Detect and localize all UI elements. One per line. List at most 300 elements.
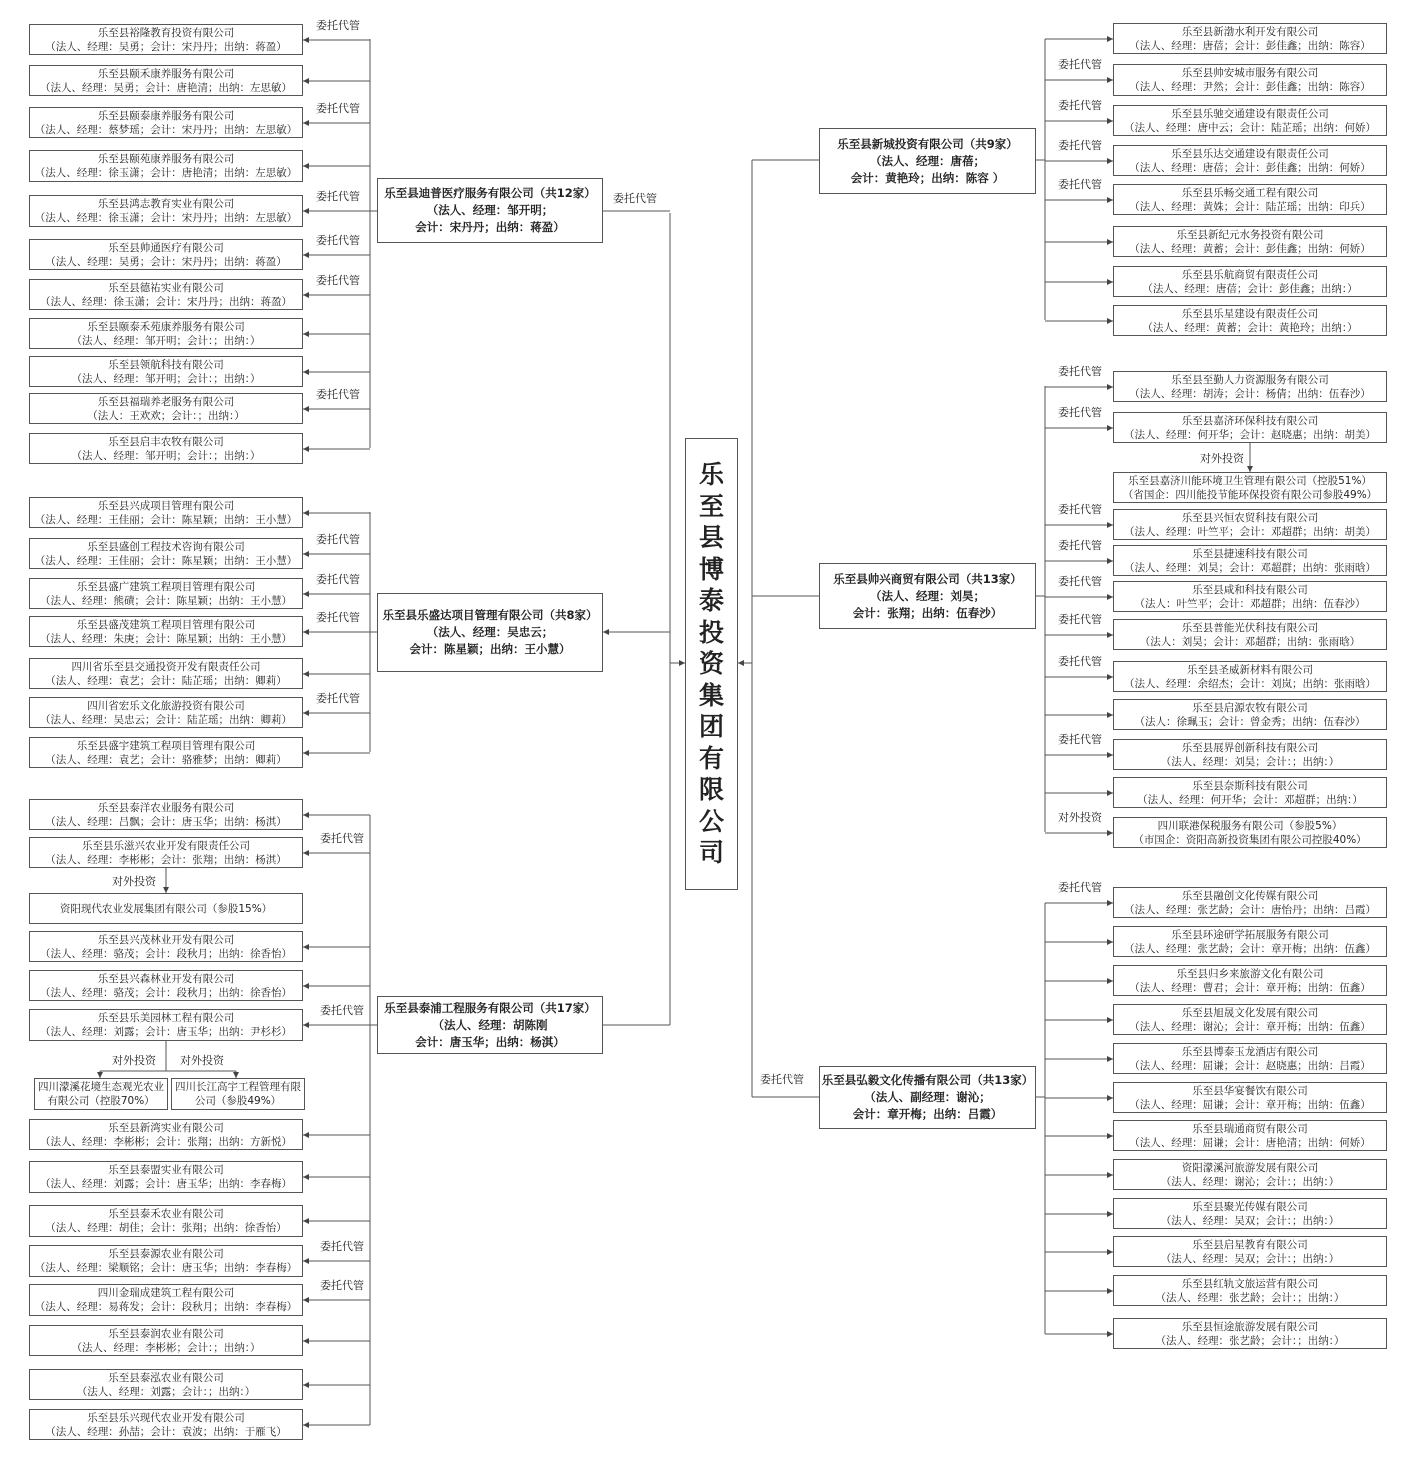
- company-name: 乐至县嘉济川能环境卫生管理有限公司（控股51%）: [1128, 474, 1372, 487]
- left-a-company: [29, 65, 303, 96]
- entrust-label: 委托代管: [1058, 733, 1102, 746]
- company-staff: （法人、经理：徐玉潇；会计：唐艳清；出纳：左思敏）: [34, 167, 298, 179]
- company-name: 四川省宏乐文化旅游投资有限公司: [87, 699, 245, 712]
- company-name: 四川联港保税服务有限公司（参股5%）: [1157, 819, 1343, 832]
- subsidiary-line: （法人、经理：唐蓓；: [870, 153, 985, 168]
- left-c-company: [29, 1409, 303, 1440]
- company-staff: （法人、经理：易蒋发；会计：段秋月；出纳：李春梅）: [34, 1301, 298, 1313]
- left-c-company: [29, 931, 303, 962]
- entrust-label: 委托代管: [316, 234, 360, 247]
- left-b-company: [29, 497, 303, 528]
- company-staff: （法人、经理：刘露；会计：唐玉华；出纳：尹杉杉）: [40, 1026, 292, 1038]
- right-c-company: [1113, 887, 1387, 918]
- left-a-company: [29, 318, 303, 349]
- arrowhead: [603, 629, 609, 635]
- right-c-company: [1113, 1198, 1387, 1229]
- company-name: 乐至县圣威新材料有限公司: [1187, 663, 1313, 676]
- company-name: 乐至县兴成项目管理有限公司: [97, 499, 235, 512]
- root-title-char: 县: [698, 523, 724, 552]
- company-staff: （法人、经理：李彬彬；会计：；出纳：）: [71, 1341, 261, 1354]
- company-name: 乐至县鸿志教育实业有限公司: [97, 198, 235, 210]
- company-staff: （法人、经理：邹开明；会计：；出纳：）: [71, 334, 261, 347]
- company-name: 乐至县至勤人力资源服务有限公司: [1171, 373, 1329, 386]
- arrowhead: [303, 37, 309, 43]
- left-a-company: [29, 150, 303, 182]
- left-a-company: [29, 239, 303, 270]
- investee-company: [171, 1078, 305, 1110]
- arrowhead: [303, 252, 309, 258]
- company-staff: （法人、经理：张艺龄；会计：唐怡丹；出纳：吕霞）: [1124, 903, 1376, 916]
- company-name: 乐至县新纪元水务投资有限公司: [1176, 228, 1324, 241]
- arrowhead: [303, 163, 309, 169]
- arrowhead: [303, 1297, 309, 1303]
- company-staff: （法人、经理：张艺龄；会计：；出纳：）: [1155, 1334, 1345, 1347]
- subsidiary-taipu: [377, 996, 603, 1054]
- subsidiary-line: 会计：张翔；出纳：伍春沙）: [852, 605, 1003, 620]
- company-name: 乐至县泰润农业有限公司: [108, 1327, 224, 1340]
- arrowhead: [303, 710, 309, 716]
- root-title-char: 泰: [698, 586, 724, 615]
- subsidiary-line: 乐至县弘毅文化传播有限公司（共13家）: [821, 1073, 1034, 1087]
- left-b-company: [29, 578, 303, 609]
- right-b-company: [1113, 661, 1387, 692]
- entrust-label: 委托代管: [316, 102, 360, 115]
- arrowhead: [303, 292, 309, 298]
- root-title-char: 司: [698, 838, 724, 867]
- subsidiary-line: 乐至县新城投资有限公司（共9家）: [837, 136, 1018, 151]
- right-b-company: [1113, 472, 1387, 503]
- left-c-company: [29, 1161, 303, 1193]
- company-staff: （法人、经理：吴忠云；会计：陆芷瑶；出纳：卿莉）: [40, 713, 292, 726]
- company-staff: （法人、经理：胡佳；会计：张翔；出纳：徐香怡）: [45, 1222, 287, 1234]
- company-name: 乐至县帅安城市服务有限公司: [1181, 67, 1319, 79]
- company-name: 乐至县博泰玉龙酒店有限公司: [1181, 1045, 1319, 1058]
- left-c-company: [29, 1369, 303, 1400]
- company-staff: （法人、经理：黄蓄；会计：黄艳玲；出纳：）: [1142, 321, 1358, 334]
- invest-label: 对外投资: [112, 875, 156, 888]
- subsidiary-shuaixing: [819, 563, 1036, 629]
- company-staff: （法人、经理：王佳丽；会计：陈星颖；出纳：王小慧）: [34, 513, 298, 526]
- root-title-char: 公: [698, 806, 724, 836]
- left-b-company: [29, 658, 303, 689]
- root-title-char: 乐: [698, 460, 724, 489]
- company-staff: （法人、经理：尹然；会计：彭佳鑫；出纳：陈容）: [1129, 81, 1371, 93]
- company-name: 乐至县环途研学拓展服务有限公司: [1171, 928, 1329, 941]
- right-c-company: [1113, 1159, 1387, 1190]
- company-name: 乐至县聚光传媒有限公司: [1192, 1200, 1308, 1213]
- arrowhead: [303, 1218, 309, 1224]
- left-c-company: [29, 1119, 303, 1150]
- company-name: 乐至县帅通医疗有限公司: [108, 241, 224, 254]
- company-name: 乐至县颐泰禾苑康养服务有限公司: [87, 320, 245, 333]
- company-name: 四川长江高宇工程管理有限公司（参股49%）: [175, 1081, 301, 1107]
- subsidiary-diwpu: [377, 178, 603, 243]
- company-name: 资阳现代农业发展集团有限公司（参股15%）: [59, 902, 273, 915]
- arrowhead: [303, 1022, 309, 1028]
- company-name: 乐至县兴恒农贸科技有限公司: [1181, 511, 1319, 524]
- entrust-label: 委托代管: [1058, 58, 1102, 71]
- arrowhead: [303, 78, 309, 84]
- left-a-company: [29, 393, 303, 424]
- subsidiary-line: （法人、副经理：谢沁；: [864, 1090, 991, 1104]
- right-b-company: [1113, 817, 1387, 848]
- root-title-char: 资: [698, 649, 724, 678]
- right-b-company: [1113, 777, 1387, 808]
- company-staff: （法人、经理：梁顺铭；会计：唐玉华；出纳：李春梅）: [34, 1262, 298, 1274]
- root-title-char: 有: [698, 743, 724, 773]
- entrust-label: 委托代管: [1058, 655, 1102, 668]
- company-staff: （法人、经理：孙喆；会计：袁波；出纳：于雁飞）: [45, 1425, 287, 1438]
- company-name: 乐至县颐禾康养服务有限公司: [97, 67, 235, 80]
- right-b-company: [1113, 412, 1387, 443]
- company-staff: （法人、经理：张艺龄；会计：；出纳：）: [1155, 1291, 1345, 1304]
- company-staff: （法人、经理：徐玉潇；会计：宋丹丹；出纳：蒋盈）: [40, 295, 292, 308]
- investee-company: [34, 1078, 168, 1110]
- company-name: 乐至县奈斯科技有限公司: [1192, 779, 1308, 792]
- subsidiary-line: 会计：陈星颖；出纳：王小慧）: [409, 642, 571, 656]
- left-c-company: [29, 970, 303, 1001]
- entrust-label: 委托代管: [1058, 539, 1102, 552]
- company-staff: （法人、经理：余绍杰；会计：刘岚；出纳：张雨晗）: [1124, 677, 1376, 690]
- company-staff: （法人、经理：邹开明；会计：；出纳：）: [71, 449, 261, 462]
- left-a-company: [29, 107, 303, 138]
- entrust-label: 委托代管: [1058, 139, 1102, 152]
- entrust-label: 委托代管: [1058, 503, 1102, 516]
- company-name: 乐至县乐美园林工程有限公司: [97, 1012, 235, 1024]
- company-name: 乐至县泰洋农业服务有限公司: [97, 801, 235, 814]
- left-c-company: [29, 799, 303, 830]
- right-b-company: [1113, 699, 1387, 730]
- left-c-company: [29, 893, 303, 924]
- entrust-label: 委托代管: [1058, 406, 1102, 419]
- right-b-company: [1113, 509, 1387, 540]
- company-name: 乐至县兴森林业开发有限公司: [97, 972, 235, 985]
- company-name: 乐至县捷速科技有限公司: [1192, 547, 1308, 560]
- left-b-company: [29, 697, 303, 728]
- right-a-company: [1113, 145, 1387, 176]
- company-staff: （法人、经理：黄蓄；会计：彭佳鑫；出纳：何娇）: [1129, 242, 1371, 255]
- company-staff: （法人、经理：袁艺；会计：骆雅梦；出纳：卿莉）: [45, 753, 287, 766]
- subsidiary-line: 乐至县帅兴商贸有限公司（共13家）: [833, 571, 1022, 586]
- arrowhead: [303, 1174, 309, 1180]
- arrowhead: [303, 629, 309, 635]
- company-name: 乐至县嘉济环保科技有限公司: [1181, 414, 1319, 427]
- subsidiary-line: 乐至县泰浦工程服务有限公司（共17家）: [384, 1000, 596, 1015]
- arrowhead: [303, 551, 309, 557]
- company-staff: （法人、经理：吕飘；会计：唐玉华；出纳：杨淇）: [45, 815, 287, 828]
- entrust-label: 委托代管: [316, 611, 360, 624]
- arrowhead: [303, 850, 309, 856]
- company-name: 资阳濛溪河旅游发展有限公司: [1181, 1161, 1319, 1174]
- left-b-company: [29, 616, 303, 647]
- company-staff: （法人、经理：徐玉潇；会计：宋丹丹；出纳：左思敏）: [34, 212, 298, 224]
- arrowhead: [303, 1422, 309, 1428]
- subsidiary-hongyi: [819, 1066, 1036, 1129]
- right-a-company: [1113, 184, 1387, 215]
- root-title-char: 至: [698, 491, 724, 521]
- right-b-company: [1113, 619, 1387, 650]
- company-staff: （法人：王欢欢；会计：；出纳：）: [87, 409, 245, 422]
- company-name: 乐至县泰禾农业有限公司: [108, 1208, 224, 1220]
- invest-label: 对外投资: [112, 1054, 156, 1067]
- company-staff: （法人、经理：唐蓓；会计：彭佳鑫；出纳：何娇）: [1129, 161, 1371, 174]
- entrust-label: 委托代管: [1058, 613, 1102, 626]
- company-staff: （法人、经理：谢沁；会计：章开梅；出纳：伍鑫）: [1129, 1020, 1371, 1033]
- company-name: 乐至县乐达交通建设有限责任公司: [1171, 147, 1329, 160]
- root-company: [685, 438, 738, 890]
- entrust-label: 委托代管: [760, 1073, 804, 1086]
- company-staff: （法人、经理：屈谦；会计：赵晓惠；出纳：吕霞）: [1129, 1059, 1371, 1072]
- subsidiary-line: 会计：唐玉华；出纳：杨淇）: [415, 1034, 565, 1049]
- company-name: 乐至县启星教育有限公司: [1192, 1238, 1308, 1251]
- company-staff: （法人、经理：何开华；会计：邓超群；出纳：）: [1137, 793, 1363, 806]
- entrust-label: 委托代管: [320, 1240, 364, 1253]
- entrust-label: 委托代管: [320, 832, 364, 845]
- right-c-company: [1113, 1318, 1387, 1349]
- arrowhead: [303, 812, 309, 818]
- company-name: 乐至县泰泓农业有限公司: [108, 1371, 224, 1384]
- company-name: 四川濛溪花境生态观光农业有限公司（控股70%）: [38, 1081, 164, 1107]
- company-name: 乐至县裕隆教育投资有限公司: [97, 26, 235, 39]
- left-a-company: [29, 195, 303, 227]
- company-name: 乐至县乐航商贸有限责任公司: [1181, 268, 1319, 281]
- arrowhead: [303, 671, 309, 677]
- company-name: 乐至县乐星建设有限责任公司: [1181, 307, 1319, 320]
- company-name: 乐至县启源农牧有限公司: [1192, 701, 1308, 714]
- company-staff: （法人、经理：胡涛；会计：杨倩；出纳：伍春沙）: [1129, 387, 1371, 400]
- entrust-label: 委托代管: [1058, 881, 1102, 894]
- company-staff: （法人：叶竺平；会计：邓超群；出纳：伍春沙）: [1134, 597, 1366, 610]
- subsidiary-leshengda: [377, 593, 603, 672]
- company-name: 乐至县新湾实业有限公司: [108, 1121, 224, 1134]
- company-staff: （法人、经理：唐蓓；会计：彭佳鑫；出纳：）: [1142, 282, 1358, 295]
- right-b-company: [1113, 739, 1387, 770]
- entrust-label: 委托代管: [316, 190, 360, 203]
- left-c-company: [29, 1009, 303, 1041]
- company-staff: （法人、经理：唐中云；会计：陆芷瑶；出纳：何娇）: [1124, 121, 1376, 134]
- company-staff: （法人、经理：朱庚；会计：陈星颖；出纳：王小慧）: [40, 632, 292, 645]
- company-name: 乐至县颐泰康养服务有限公司: [97, 109, 235, 122]
- arrowhead: [303, 591, 309, 597]
- arrowhead: [303, 406, 309, 412]
- arrowhead: [303, 120, 309, 126]
- company-name: 乐至县乐畅交通工程有限公司: [1181, 186, 1319, 199]
- company-staff: （法人、经理：屈谦；会计：唐艳清；出纳：何娇）: [1129, 1136, 1371, 1149]
- company-name: 乐至县华宴餐饮有限公司: [1192, 1084, 1308, 1097]
- entrust-label: 委托代管: [613, 192, 657, 205]
- invest-label: 对外投资: [1058, 811, 1102, 824]
- company-staff: （法人、经理：李彬彬；会计：张翔；出纳：方新悦）: [40, 1135, 292, 1148]
- right-a-company: [1113, 226, 1387, 257]
- entrust-label: 委托代管: [316, 19, 360, 32]
- invest-label: 对外投资: [180, 1054, 224, 1067]
- company-name: 乐至县乐驰交通建设有限责任公司: [1171, 107, 1329, 120]
- subsidiary-line: （法人、经理：邹开明；: [426, 203, 554, 217]
- company-staff: （法人、经理：谢沁；会计：；出纳：）: [1160, 1175, 1340, 1188]
- left-a-company: [29, 356, 303, 387]
- company-name: 乐至县泰源农业有限公司: [108, 1248, 224, 1260]
- company-staff: （法人、经理：张艺龄；会计：章开梅；出纳：伍鑫）: [1124, 942, 1376, 955]
- root-title-char: 投: [698, 617, 724, 647]
- arrowhead: [303, 1382, 309, 1388]
- arrowhead: [303, 1338, 309, 1344]
- company-name: 乐至县融创文化传媒有限公司: [1181, 889, 1319, 902]
- root-title-char: 限: [698, 775, 724, 804]
- subsidiary-xincheng: [819, 128, 1036, 194]
- company-name: 乐至县盛宇建筑工程项目管理有限公司: [76, 739, 256, 752]
- company-name: 乐至县领航科技有限公司: [108, 358, 224, 371]
- company-staff: （法人、经理：吴双；会计：；出纳：）: [1160, 1214, 1340, 1227]
- root-title-char: 博: [698, 554, 724, 584]
- company-name: 乐至县福瑞养老服务有限公司: [97, 395, 235, 408]
- right-b-company: [1113, 371, 1387, 402]
- entrust-label: 委托代管: [1058, 365, 1102, 378]
- company-name: 乐至县泰盟实业有限公司: [108, 1164, 224, 1176]
- right-c-company: [1113, 1004, 1387, 1035]
- company-staff: （法人、经理：屈谦；会计：章开梅；出纳：伍鑫）: [1129, 1098, 1371, 1111]
- subsidiary-line: 会计：宋丹丹；出纳：蒋盈）: [415, 220, 565, 234]
- entrust-label: 委托代管: [1058, 178, 1102, 191]
- right-c-company: [1113, 926, 1387, 957]
- company-staff: （法人：刘昊；会计：邓超群；出纳：张雨晗）: [1139, 635, 1361, 648]
- company-staff: （法人、经理：李彬彬；会计：张翔；出纳：杨淇）: [45, 853, 287, 866]
- right-c-company: [1113, 1082, 1387, 1113]
- company-staff: （法人、经理：刘露；会计：；出纳：）: [76, 1385, 256, 1398]
- arrowhead: [303, 944, 309, 950]
- company-staff: （法人、经理：吴双；会计：；出纳：）: [1160, 1252, 1340, 1265]
- right-c-company: [1113, 1275, 1387, 1306]
- invest-label: 对外投资: [1200, 452, 1244, 465]
- left-a-company: [29, 433, 303, 464]
- company-name: 四川金瑞成建筑工程有限公司: [97, 1287, 235, 1299]
- company-staff: （法人、经理：叶竺平；会计：邓超群；出纳：胡美）: [1124, 525, 1376, 538]
- subsidiary-line: 会计：黄艳玲；出纳：陈容 ）: [850, 170, 1005, 185]
- company-name: 乐至县旭晟文化发展有限公司: [1181, 1006, 1319, 1019]
- right-c-company: [1113, 965, 1387, 996]
- company-name: 乐至县咸和科技有限公司: [1192, 583, 1308, 596]
- company-staff: （法人、经理：刘露；会计：唐玉华；出纳：李春梅）: [40, 1178, 292, 1190]
- subsidiary-line: （法人、经理：胡陈刚: [432, 1017, 548, 1032]
- right-b-company: [1113, 545, 1387, 576]
- entrust-label: 委托代管: [316, 692, 360, 705]
- company-name: 乐至县瑞通商贸有限公司: [1192, 1122, 1308, 1135]
- company-name: 乐至县红轨文旅运营有限公司: [1181, 1277, 1319, 1290]
- left-c-company: [29, 1284, 303, 1316]
- company-staff: （法人、经理：刘昊；会计：邓超群；出纳：张雨晗）: [1124, 561, 1376, 574]
- company-name: 四川省乐至县交通投资开发有限责任公司: [71, 660, 261, 673]
- company-staff: （法人、经理：曹君；会计：章开梅；出纳：伍鑫）: [1129, 981, 1371, 994]
- company-staff: （法人、经理：吴勇；会计：宋丹丹；出纳：蒋盈）: [45, 40, 287, 53]
- company-name: 乐至县盛广建筑工程项目管理有限公司: [76, 580, 256, 593]
- left-c-company: [29, 1205, 303, 1237]
- arrowhead: [303, 331, 309, 337]
- company-staff: （法人、经理：何开华；会计：赵晓惠；出纳：胡美）: [1124, 428, 1376, 441]
- company-name: 乐至县德祐实业有限公司: [108, 281, 224, 294]
- left-a-company: [29, 24, 303, 55]
- arrowhead: [303, 369, 309, 375]
- company-name: 乐至县归乡来旅游文化有限公司: [1176, 967, 1324, 980]
- company-name: 乐至县普能光伏科技有限公司: [1181, 621, 1319, 634]
- company-name: 乐至县启丰农牧有限公司: [108, 435, 224, 448]
- company-name: 乐至县展界创新科技有限公司: [1181, 741, 1319, 754]
- company-staff: （法人、经理：王佳丽；会计：陈星颖；出纳：王小慧）: [34, 554, 298, 567]
- entrust-label: 委托代管: [320, 1279, 364, 1292]
- right-c-company: [1113, 1043, 1387, 1074]
- arrowhead: [303, 1132, 309, 1138]
- right-c-company: [1113, 1236, 1387, 1267]
- right-a-company: [1113, 64, 1387, 96]
- company-staff: （法人、经理：熊磧；会计：陈星颖；出纳：王小慧）: [40, 594, 292, 607]
- company-staff: （法人、经理：唐蓓；会计：彭佳鑫；出纳：陈容）: [1129, 39, 1371, 52]
- entrust-label: 委托代管: [320, 1004, 364, 1017]
- entrust-label: 委托代管: [316, 388, 360, 401]
- entrust-label: 委托代管: [316, 533, 360, 546]
- arrowhead: [303, 446, 309, 452]
- right-b-company: [1113, 581, 1387, 612]
- root-title-char: 集: [698, 680, 724, 710]
- company-name: 乐至县颐苑康养服务有限公司: [97, 153, 235, 165]
- arrowhead: [303, 510, 309, 516]
- company-staff: （法人、经理：刘昊；会计：；出纳：）: [1160, 755, 1340, 768]
- company-staff: （法人、经理：袁艺；会计：陆芷瑶；出纳：卿莉）: [45, 674, 287, 687]
- company-staff: （法人、经理：邹开明；会计：；出纳：）: [71, 372, 261, 385]
- arrowhead: [303, 208, 309, 214]
- arrowhead: [303, 983, 309, 989]
- root-title-char: 团: [698, 712, 724, 741]
- left-c-company: [29, 1325, 303, 1356]
- subsidiary-line: 会计：章开梅；出纳：吕霞）: [852, 1107, 1003, 1121]
- company-name: 乐至县兴茂林业开发有限公司: [97, 933, 235, 946]
- company-staff: （法人、经理：蔡梦瑶；会计：宋丹丹；出纳：左思敏）: [34, 123, 298, 136]
- left-b-company: [29, 737, 303, 768]
- arrowhead: [303, 1258, 309, 1264]
- left-b-company: [29, 538, 303, 569]
- company-name: 乐至县盛创工程技术咨询有限公司: [87, 540, 245, 553]
- company-staff: （法人、经理：吴勇；会计：唐艳清；出纳：左思敏）: [40, 81, 292, 94]
- company-staff: （法人、经理：骆茂；会计：段秋月；出纳：徐香怡）: [40, 986, 292, 999]
- right-a-company: [1113, 23, 1387, 54]
- company-name: 乐至县新渤水利开发有限公司: [1181, 25, 1319, 38]
- subsidiary-line: 乐至县乐盛达项目管理有限公司（共8家）: [382, 608, 598, 622]
- company-staff: （法人：徐珮玉；会计：曾金秀；出纳：伍春沙）: [1134, 715, 1366, 728]
- company-name: 乐至县盛茂建筑工程项目管理有限公司: [76, 618, 256, 631]
- entrust-label: 委托代管: [1058, 575, 1102, 588]
- company-staff: （法人、经理：黄姝；会计：陆芷瑶；出纳：印兵）: [1129, 200, 1371, 213]
- company-name: 乐至县乐滋兴农业开发有限责任公司: [82, 839, 250, 852]
- company-staff: （省国企：四川能投节能环保投资有限公司参股49%）: [1122, 488, 1378, 501]
- subsidiary-line: 乐至县迪普医疗服务有限公司（共12家）: [384, 186, 596, 200]
- entrust-label: 委托代管: [316, 573, 360, 586]
- company-staff: （法人、经理：骆茂；会计：段秋月；出纳：徐香怡）: [40, 947, 292, 960]
- subsidiary-line: （法人、经理：刘昊；: [870, 588, 985, 603]
- company-staff: （市国企：资阳高新投资集团有限公司控股40%）: [1133, 833, 1367, 846]
- left-a-company: [29, 279, 303, 310]
- company-name: 乐至县乐兴现代农业开发有限公司: [87, 1411, 245, 1424]
- company-name: 乐至县恒途旅游发展有限公司: [1181, 1320, 1319, 1333]
- right-a-company: [1113, 305, 1387, 336]
- entrust-label: 委托代管: [316, 274, 360, 287]
- subsidiary-line: （法人、经理：吴忠云；: [426, 625, 554, 639]
- arrowhead: [303, 750, 309, 756]
- left-c-company: [29, 1245, 303, 1277]
- right-a-company: [1113, 105, 1387, 136]
- arrowhead: [738, 660, 744, 666]
- entrust-label: 委托代管: [1058, 99, 1102, 112]
- right-c-company: [1113, 1120, 1387, 1151]
- right-a-company: [1113, 266, 1387, 297]
- left-c-company: [29, 837, 303, 868]
- company-staff: （法人、经理：吴勇；会计：宋丹丹；出纳：蒋盈）: [45, 255, 287, 268]
